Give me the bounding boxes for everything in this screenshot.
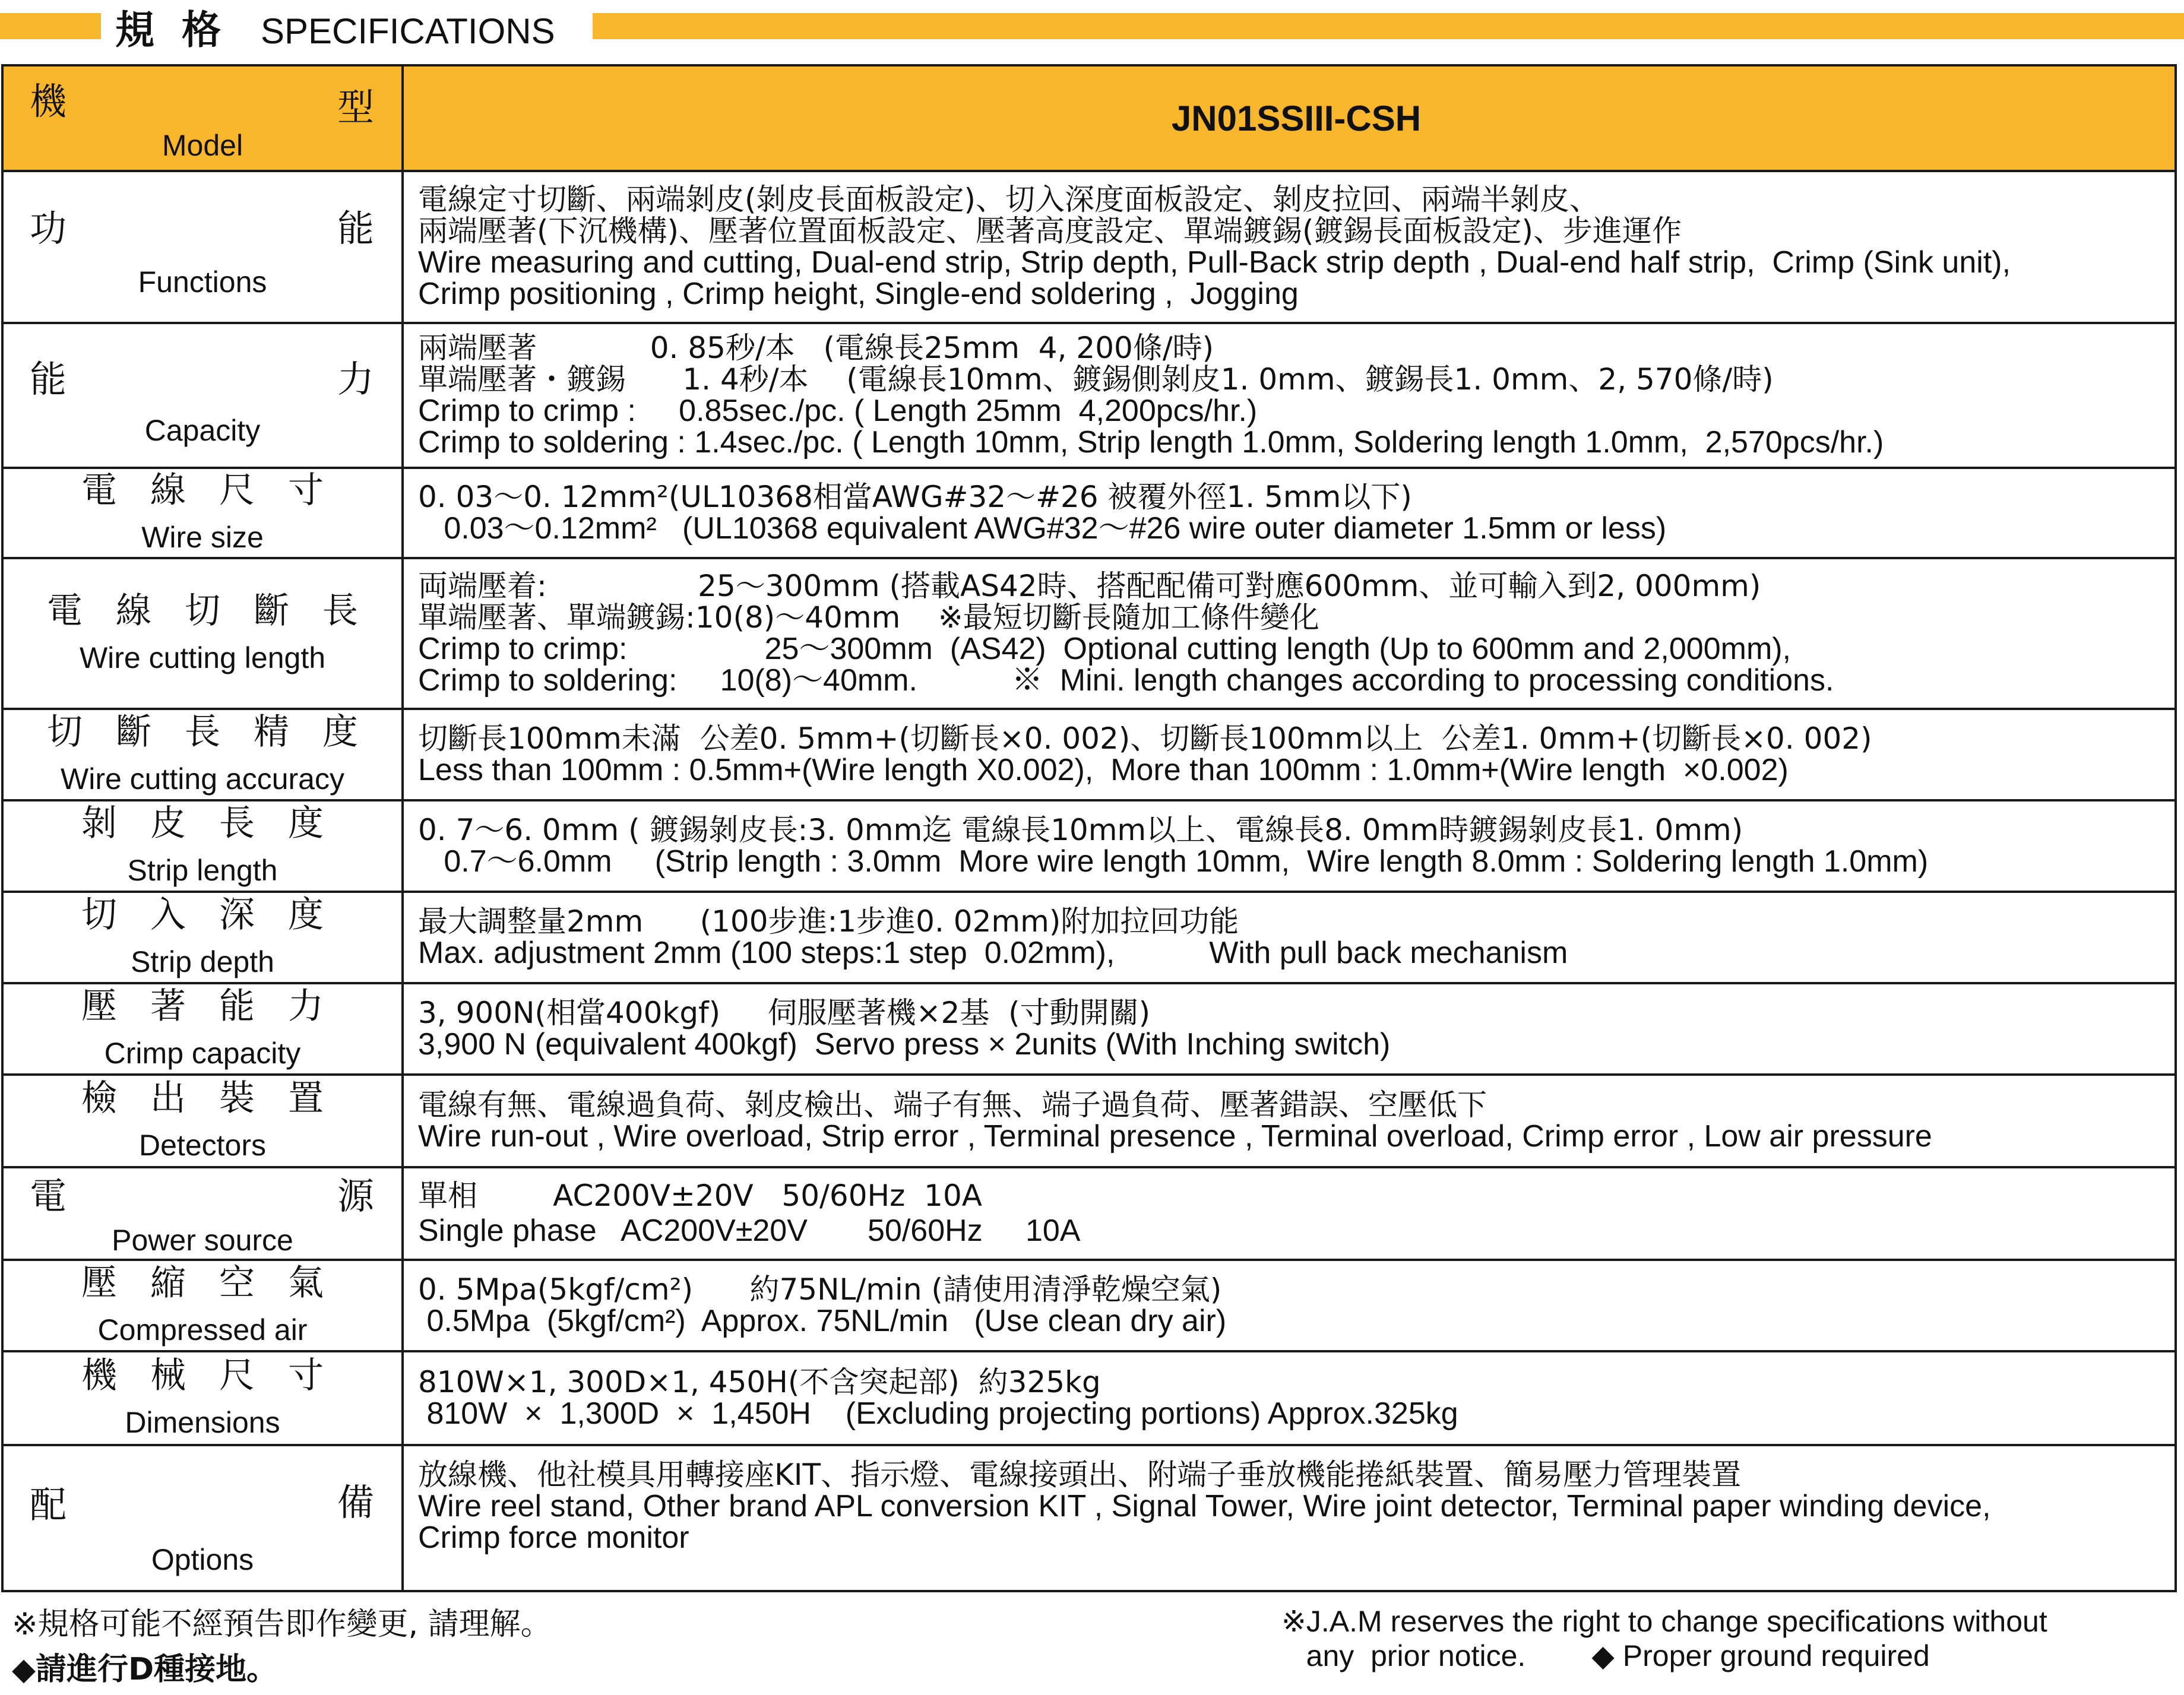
value-line: 両端壓着: 25～300mm (搭載AS42時、搭配配備可對應600mm、並可輸入到2, 000mm) xyxy=(418,569,1761,603)
table-row-functions xyxy=(2,171,2176,323)
row-label-zh-right: 源 xyxy=(337,1174,374,1218)
value-line: 兩端壓著 0. 85秒/本 (電線長25mm 4, 200條/時) xyxy=(418,331,1214,365)
table-row-crimp-capacity xyxy=(2,983,2176,1075)
row-label-en: Crimp capacity xyxy=(104,1036,301,1070)
row-label-en: Options xyxy=(151,1543,254,1576)
table-row-dimensions xyxy=(2,1351,2176,1445)
row-label-zh-right: 型 xyxy=(337,85,374,129)
row-label-capacity xyxy=(2,323,403,468)
row-label-en: Detectors xyxy=(139,1128,266,1162)
row-label-en: Model xyxy=(162,129,243,162)
footer-note-zh-1: ※規格可能不經預告即作變更, 請理解。 xyxy=(12,1607,552,1642)
row-label-en: Capacity xyxy=(144,414,261,447)
row-label-en: Strip length xyxy=(127,853,278,887)
row-label-zh-right: 能 xyxy=(337,207,374,250)
value-line: 單端壓著・鍍錫 1. 4秒/本 (電線長10mm、鍍錫側剝皮1. 0mm、鍍錫長1. 0mm、2, 570條/時) xyxy=(418,362,1774,397)
specifications-table xyxy=(1,64,2177,1592)
value-line: 0.03～0.12mm² (UL10368 equivalent AWG#32～#26 wire outer diameter 1.5mm or less) xyxy=(418,511,1667,546)
value-line: 電線有無、電線過負荷、剝皮檢出、端子有無、端子過負荷、壓著錯誤、空壓低下 xyxy=(418,1088,1487,1122)
value-line: Wire run-out , Wire overload, Strip error , Terminal presence , Terminal overload, Crimp error , Low air pressure xyxy=(418,1119,1932,1154)
row-value-dimensions xyxy=(403,1351,2176,1445)
table-row-model xyxy=(2,65,2176,171)
table-row-wire-cutting-length xyxy=(2,558,2176,709)
table-row-capacity xyxy=(2,323,2176,468)
value-line: 兩端壓著(下沉機構)、壓著位置面板設定、壓著高度設定、單端鍍錫(鍍錫長面板設定)、步進運作 xyxy=(418,214,1682,248)
value-line: 0. 5Mpa(5kgf/cm²) 約75NL/min (請使用清淨乾燥空氣) xyxy=(418,1272,1222,1307)
row-label-en: Wire cutting length xyxy=(79,641,326,674)
value-line: Crimp positioning , Crimp height, Single-end soldering , Jogging xyxy=(418,277,1299,311)
value-line: Wire measuring and cutting, Dual-end strip, Strip depth, Pull-Back strip depth , Dual-end half strip, Crimp (Sink unit), xyxy=(418,245,2011,280)
row-label-detectors xyxy=(2,1075,403,1167)
value-line: Single phase AC200V±20V 50/60Hz 10A xyxy=(418,1214,1081,1248)
row-label-zh: 電線切斷長 xyxy=(47,590,391,632)
value-line: Less than 100mm : 0.5mm+(Wire length X0.002), More than 100mm : 1.0mm+(Wire length ×0.002) xyxy=(418,753,1789,787)
row-label-zh-left: 配 xyxy=(30,1483,67,1526)
value-line: Crimp to soldering: 10(8)～40mm. ※ Mini. length changes according to processing conditions. xyxy=(418,663,1834,698)
value-line: 0.7～6.0mm (Strip length : 3.0mm More wire length 10mm, Wire length 8.0mm : Soldering length 1.0mm) xyxy=(418,844,1929,879)
table-row-wire-size xyxy=(2,468,2176,558)
table-row-strip-depth xyxy=(2,892,2176,983)
header-accent-bar-right xyxy=(593,13,2184,39)
row-label-power-source xyxy=(2,1167,403,1260)
footer-note-zh-2: ◆請進行D種接地。 xyxy=(12,1652,278,1687)
row-label-zh: 剝皮長度 xyxy=(81,802,357,844)
value-line: 810W × 1,300D × 1,450H (Excluding projecting portions) Approx.325kg xyxy=(418,1396,1458,1431)
value-line: 3,900 N (equivalent 400kgf) Servo press × 2units (With Inching switch) xyxy=(418,1027,1391,1062)
row-value-wire-cutting-length xyxy=(403,558,2176,709)
value-line: Wire reel stand, Other brand APL conversion KIT , Signal Tower, Wire joint detector, Terminal paper winding device, xyxy=(418,1489,1991,1523)
row-label-functions xyxy=(2,171,403,323)
value-line: Crimp to soldering : 1.4sec./pc. ( Length 10mm, Strip length 1.0mm, Soldering length 1.0mm, 2,570pcs/hr.) xyxy=(418,425,1884,460)
value-line: Max. adjustment 2mm (100 steps:1 step 0.02mm), With pull back mechanism xyxy=(418,936,1568,970)
value-line: 3, 900N(相當400kgf) 伺服壓著機×2基 (寸動開關) xyxy=(418,996,1151,1030)
row-label-zh: 壓著能力 xyxy=(81,985,357,1027)
row-label-en: Dimensions xyxy=(125,1405,280,1439)
row-value-wire-cutting-accuracy xyxy=(403,709,2176,800)
row-label-en: Compressed air xyxy=(97,1313,308,1347)
value-line: Crimp to crimp: 25～300mm (AS42) Optional cutting length (Up to 600mm and 2,000mm), xyxy=(418,632,1791,666)
row-value-crimp-capacity xyxy=(403,983,2176,1075)
value-line: 0. 03～0. 12mm²(UL10368相當AWG#32～#26 被覆外徑1. 5mm以下) xyxy=(418,480,1412,514)
row-label-zh: 切入深度 xyxy=(81,894,357,936)
row-label-zh-left: 機 xyxy=(30,80,67,123)
row-label-zh-left: 能 xyxy=(30,357,67,401)
model-value: JN01SSIII-CSH xyxy=(403,65,2176,171)
table-row-detectors xyxy=(2,1075,2176,1167)
row-label-dimensions xyxy=(2,1351,403,1445)
table-row-power-source xyxy=(2,1167,2176,1260)
row-label-zh: 電線尺寸 xyxy=(81,469,357,511)
row-label-options xyxy=(2,1445,403,1591)
row-label-zh: 檢出裝置 xyxy=(81,1077,357,1119)
row-label-wire-cutting-length xyxy=(2,558,403,709)
footer-note-en-2: any prior notice. ◆ Proper ground required xyxy=(1281,1639,1930,1672)
row-label-crimp-capacity xyxy=(2,983,403,1075)
row-label-en: Strip depth xyxy=(131,945,274,978)
row-label-strip-length xyxy=(2,800,403,892)
row-value-compressed-air xyxy=(403,1260,2176,1351)
value-line: 放線機、他社模具用轉接座KIT、指示燈、電線接頭出、附端子垂放機能捲紙裝置、簡易壓力管理裝置 xyxy=(418,1458,1742,1492)
row-label-strip-depth xyxy=(2,892,403,983)
row-value-detectors xyxy=(403,1075,2176,1167)
value-line: 切斷長100mm未滿 公差0. 5mm+(切斷長×0. 002)、切斷長100mm以上 公差1. 0mm+(切斷長×0. 002) xyxy=(418,721,1872,756)
row-label-zh: 機械尺寸 xyxy=(81,1354,357,1396)
row-label-wire-cutting-accuracy xyxy=(2,709,403,800)
row-label-wire-size xyxy=(2,468,403,558)
table-row-compressed-air xyxy=(2,1260,2176,1351)
table-row-options xyxy=(2,1445,2176,1591)
row-label-en: Wire cutting accuracy xyxy=(61,762,344,796)
row-label-zh: 切斷長精度 xyxy=(47,711,391,753)
footer-note-en-1: ※J.A.M reserves the right to change specifications without xyxy=(1281,1605,2047,1638)
value-line: 單相 AC200V±20V 50/60Hz 10A xyxy=(418,1178,982,1213)
row-value-strip-depth xyxy=(403,892,2176,983)
row-value-capacity xyxy=(403,323,2176,468)
section-title-zh: 規格 xyxy=(115,7,248,53)
row-label-model xyxy=(2,65,403,171)
row-value-power-source xyxy=(403,1167,2176,1260)
row-value-functions xyxy=(403,171,2176,323)
section-title xyxy=(115,4,555,58)
table-row-strip-length xyxy=(2,800,2176,892)
header-accent-bar-left xyxy=(0,13,101,39)
row-value-options xyxy=(403,1445,2176,1591)
value-line: 0.5Mpa (5kgf/cm²) Approx. 75NL/min (Use clean dry air) xyxy=(418,1304,1227,1338)
row-value-wire-size xyxy=(403,468,2176,558)
value-line: Crimp force monitor xyxy=(418,1520,689,1555)
row-label-compressed-air xyxy=(2,1260,403,1351)
row-label-zh-left: 電 xyxy=(30,1174,67,1218)
value-line: 電線定寸切斷、兩端剝皮(剝皮長面板設定)、切入深度面板設定、剝皮拉回、兩端半剝皮、 xyxy=(418,182,1600,217)
section-header xyxy=(0,0,2184,57)
value-line: Crimp to crimp : 0.85sec./pc. ( Length 25mm 4,200pcs/hr.) xyxy=(418,394,1258,428)
value-line: 單端壓著、單端鍍錫:10(8)～40mm ※最短切斷長隨加工條件變化 xyxy=(418,600,1319,635)
row-label-zh-right: 力 xyxy=(337,357,374,401)
row-value-strip-length xyxy=(403,800,2176,892)
row-label-en: Power source xyxy=(112,1224,293,1257)
row-label-zh: 壓縮空氣 xyxy=(81,1262,357,1304)
value-line: 最大調整量2mm (100步進:1步進0. 02mm)附加拉回功能 xyxy=(418,904,1239,939)
table-row-wire-cutting-accuracy xyxy=(2,709,2176,800)
row-label-zh-left: 功 xyxy=(30,207,67,250)
row-label-zh-right: 備 xyxy=(337,1481,374,1524)
value-line: 810W×1, 300D×1, 450H(不含突起部) 約325kg xyxy=(418,1365,1101,1399)
value-line: 0. 7～6. 0mm ( 鍍錫剝皮長:3. 0mm迄 電線長10mm以上、電線長8. 0mm時鍍錫剝皮長1. 0mm) xyxy=(418,813,1743,847)
row-label-en: Functions xyxy=(138,265,267,299)
row-label-en: Wire size xyxy=(141,520,264,554)
section-title-en: SPECIFICATIONS xyxy=(260,11,555,51)
